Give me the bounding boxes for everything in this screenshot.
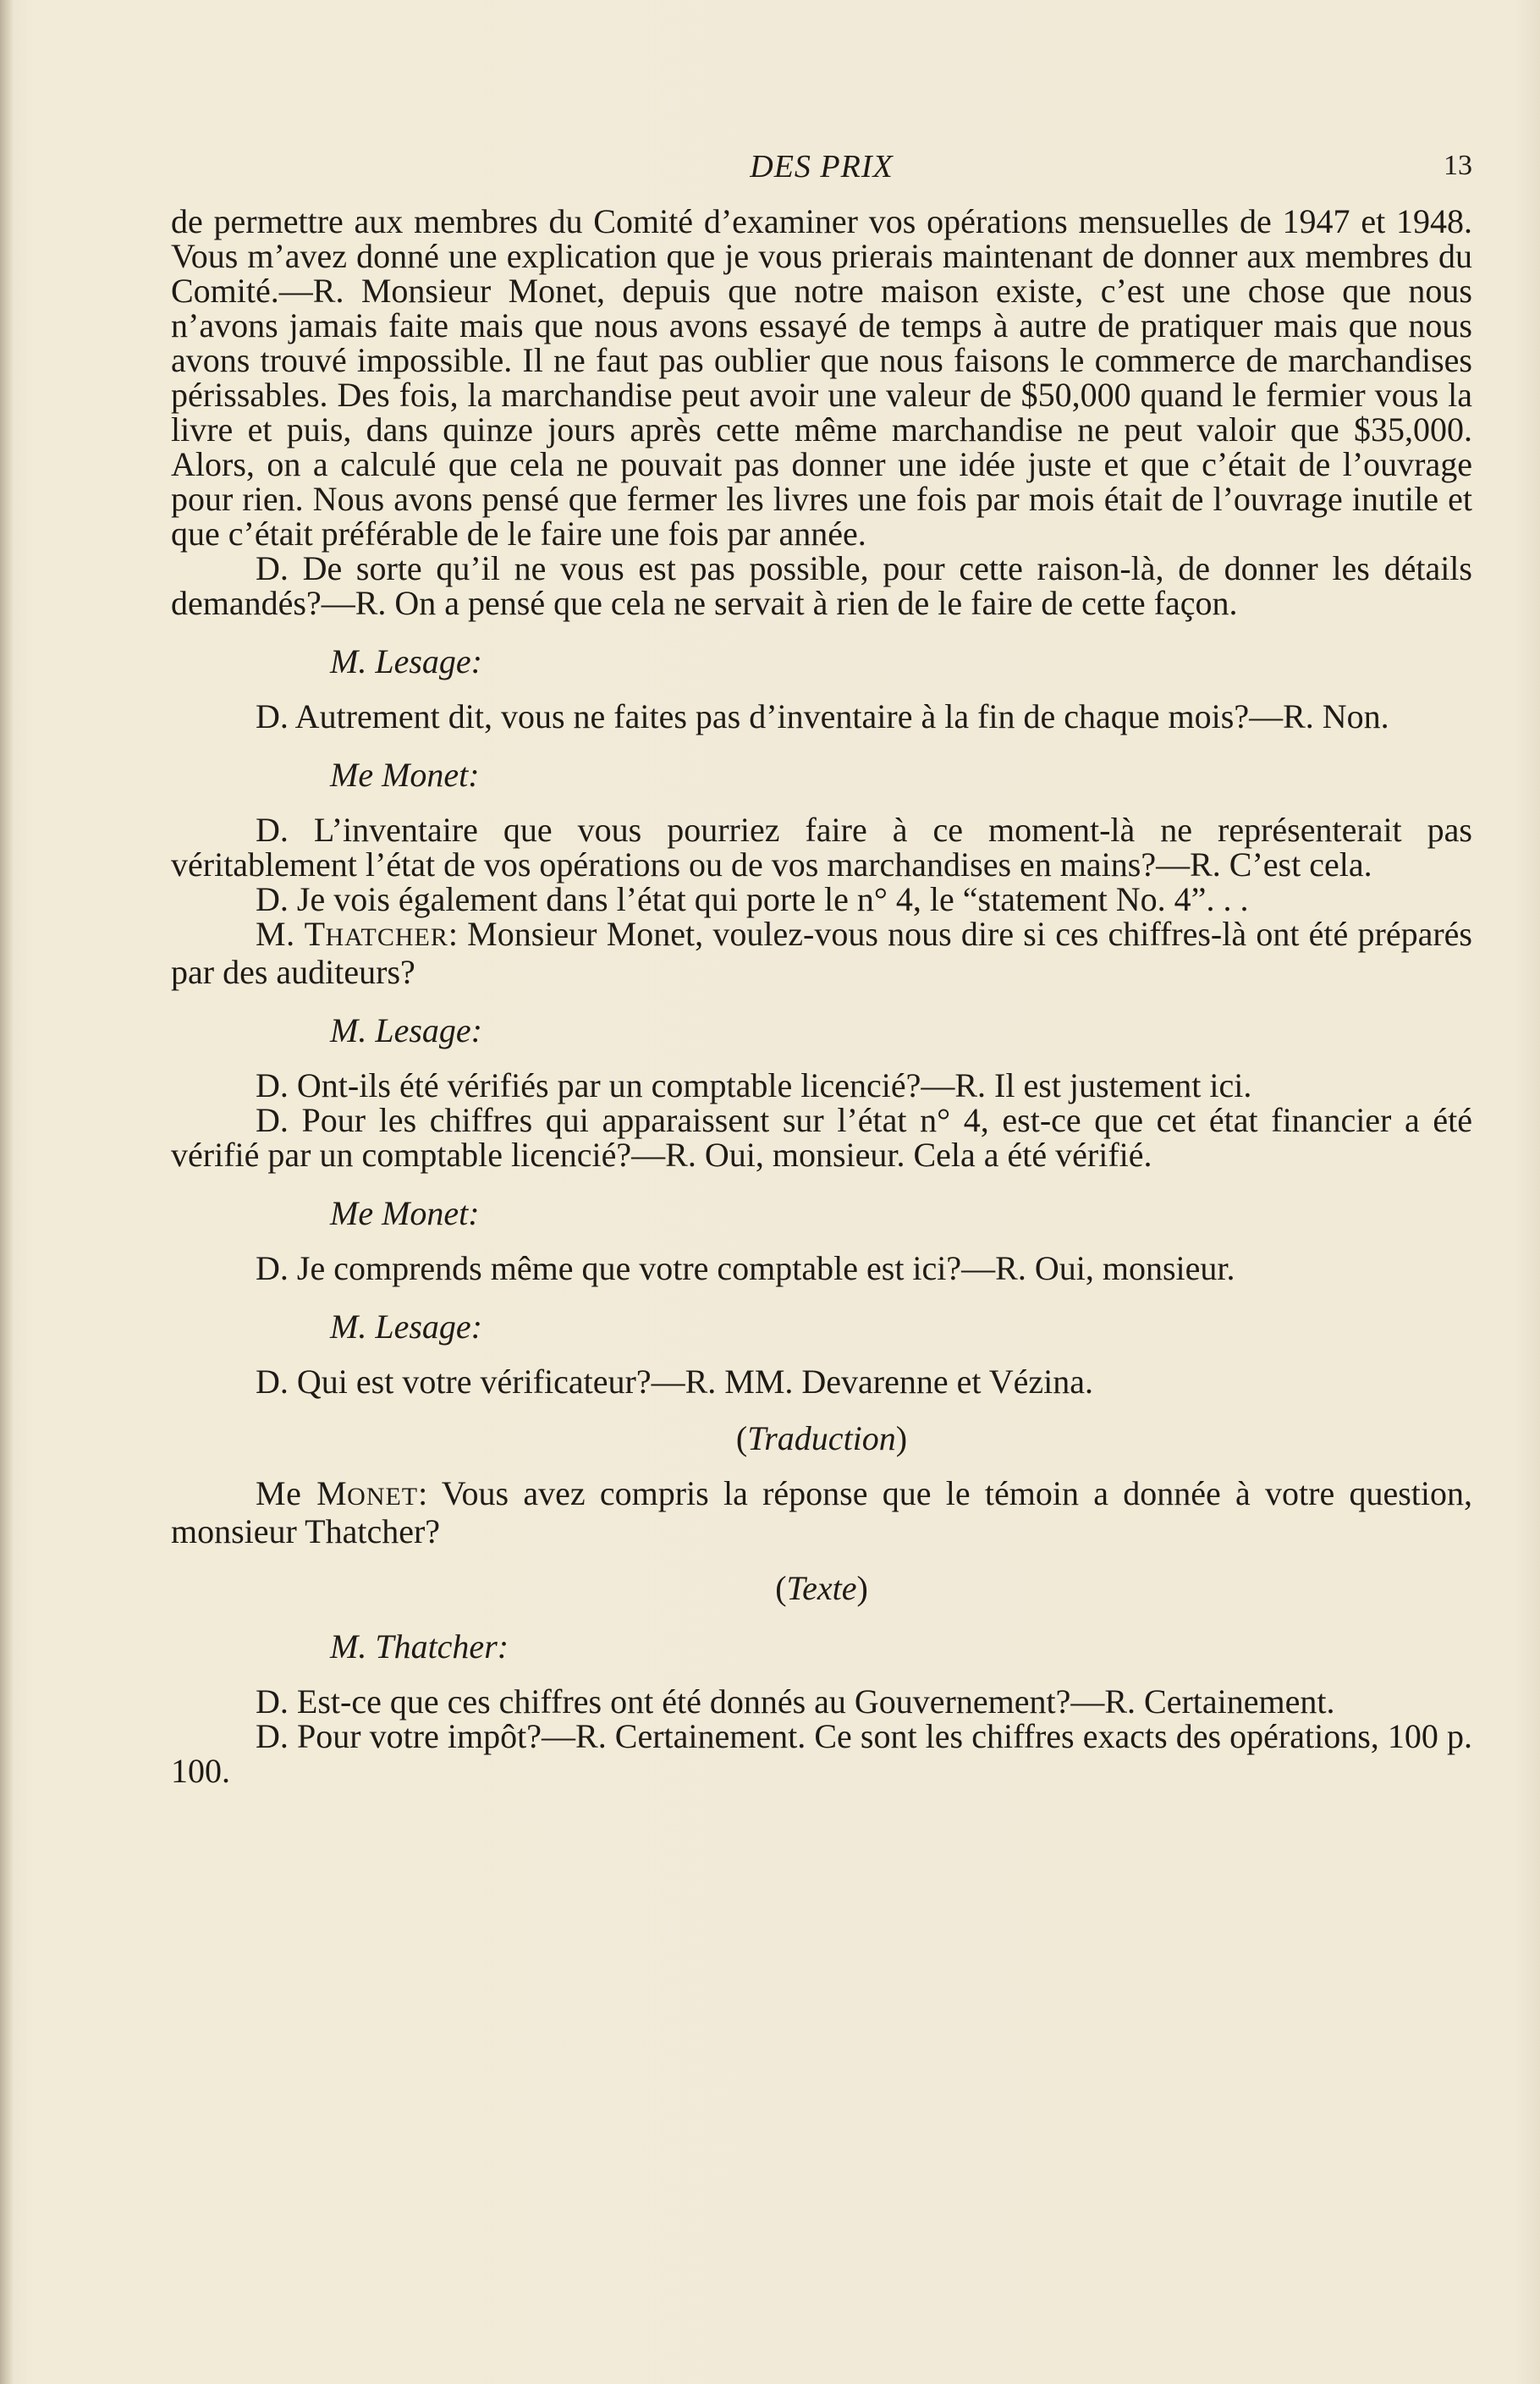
paragraph-question: D. Autrement dit, vous ne faites pas d’inventaire à la fin de chaque mois?—R. Non. (256, 697, 1389, 735)
text-marker-label: Texte (786, 1569, 857, 1607)
inline-speaker-name (256, 915, 448, 953)
speaker-heading: Me Monet: (330, 756, 480, 794)
interjection-text: : Vous avez compris la réponse que le témoin a donnée à votre question, monsieur Thatcher? (171, 1474, 1473, 1550)
paragraph-question: D. Est-ce que ces chiffres ont été donnés au Gouvernement?—R. Certainement. (256, 1682, 1335, 1721)
paragraph-question: D. Je comprends même que votre comptable est ici?—R. Oui, monsieur. (256, 1249, 1235, 1287)
page-number: 13 (1444, 150, 1472, 181)
inline-speaker-initial: M. T (256, 915, 326, 953)
text-marker: (Texte) (775, 1569, 868, 1607)
paragraph-interjection (171, 1476, 1472, 1549)
speaker-heading: M. Lesage: (330, 1308, 482, 1346)
book-spine-shadow (0, 0, 14, 2384)
speaker-heading: M. Lesage: (330, 642, 482, 680)
paragraph-question: D. Pour les chiffres qui apparaissent sur l’état n° 4, est-ce que cet état financier a été vérifié par un comptable licencié?—R. Oui, monsieur. Cela a été vérifié. (171, 1101, 1472, 1174)
paragraph-interjection (171, 917, 1472, 989)
paragraph-question: D. Pour votre impôt?—R. Certainement. Ce sont les chiffres exacts des opérations, 100 p. 100. (171, 1717, 1472, 1790)
body-text (171, 204, 1472, 1788)
paragraph-question: D. Ont-ils été vérifiés par un comptable licencié?—R. Il est justement ici. (256, 1066, 1252, 1104)
translation-marker: (Traduction) (735, 1419, 908, 1457)
interjection-text: : Monsieur Monet, voulez-vous nous dire si ces chiffres-là ont été préparés par des auditeurs? (171, 915, 1472, 991)
running-head-title: DES PRIX (750, 149, 894, 184)
translation-marker-label: Traduction (747, 1419, 896, 1457)
paragraph-continuation: de permettre aux membres du Comité d’examiner vos opérations mensuelles de 1947 et 1948. Vous m’avez donné une explication que je vous prierais maintenant de donner aux membres du Comité.—R. Monsieur Monet, depuis que notre maison existe, c’est une chose que nous n’avons jamais faite mais que nous avons essayé de temps à autre de pratiquer mais que nous avons trouvé impossible. Il ne faut pas oublier que nous faisons le commerce de marchandises périssables. Des fois, la marchandise peut avoir une valeur de $50,000 quand le fermier vous la livre et puis, dans quinze jours après cette même marchandise ne peut valoir que $35,000. Alors, on a calculé que cela ne pouvait pas donner une idée juste et que c’était de l’ouvrage pour rien. Nous avons pensé que fermer les livres une fois par mois était de l’ouvrage inutile et que c’était préférable de le faire une fois par année. (171, 202, 1472, 553)
paragraph-question: D. De sorte qu’il ne vous est pas possible, pour cette raison-là, de donner les détails demandés?—R. On a pensé que cela ne servait à rien de le faire de cette façon. (171, 549, 1472, 622)
running-head (171, 140, 1472, 204)
paragraph-question: D. L’inventaire que vous pourriez faire à ce moment-là ne représenterait pas véritablement l’état de vos opérations ou de vos marchandises en mains?—R. C’est cela. (171, 811, 1472, 884)
inline-speaker-name (256, 1474, 418, 1512)
speaker-heading: M. Thatcher: (330, 1627, 509, 1665)
paragraph-question: D. Qui est votre vérificateur?—R. MM. Devarenne et Vézina. (256, 1363, 1094, 1401)
inline-speaker-smallcaps: HATCHER (325, 923, 448, 951)
speaker-heading: M. Lesage: (330, 1011, 482, 1049)
inline-speaker-initial: Me M (256, 1474, 348, 1512)
inline-speaker-smallcaps: ONET (347, 1483, 419, 1511)
paragraph-question: D. Je vois également dans l’état qui porte le n° 4, le “statement No. 4”. . . (256, 880, 1249, 918)
text-column (171, 140, 1472, 1788)
speaker-heading: Me Monet: (330, 1194, 480, 1232)
